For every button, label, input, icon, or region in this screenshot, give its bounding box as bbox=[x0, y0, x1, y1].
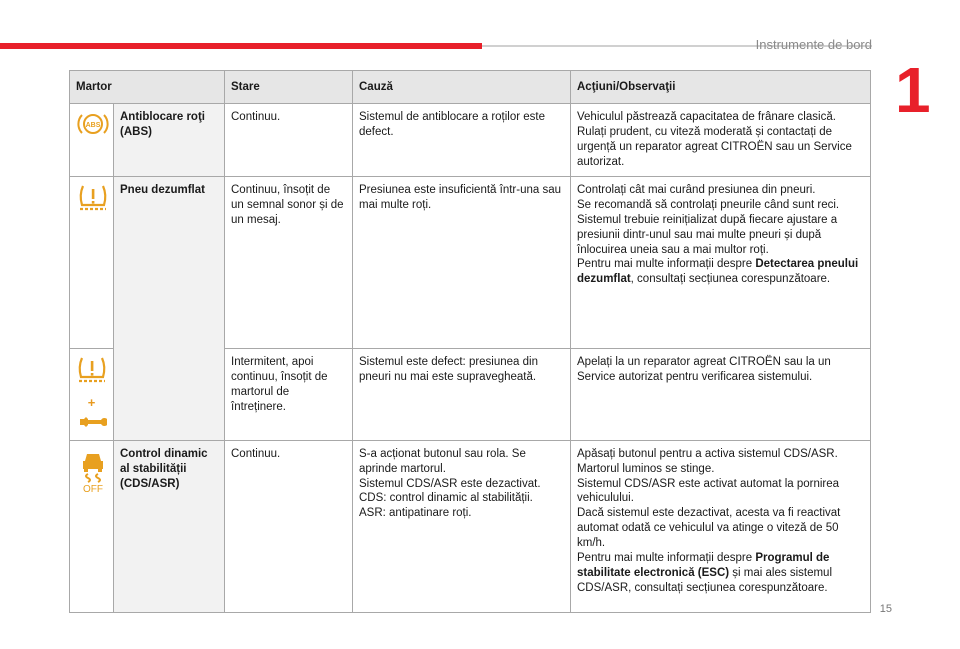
header-stare: Stare bbox=[225, 71, 353, 104]
table-row bbox=[70, 176, 871, 348]
table-header-row bbox=[70, 71, 871, 104]
header-red-bar bbox=[0, 43, 482, 49]
stare-cell: Continuu. bbox=[225, 104, 353, 177]
svg-text:OFF: OFF bbox=[83, 483, 103, 493]
section-title: Instrumente de bord bbox=[755, 37, 872, 52]
actiuni-bold-text: Programul de stabilitate electronică (ESC) bbox=[577, 552, 830, 580]
actiuni-text: și mai ales sistemul CDS/ASR, consultați secțiunea corespunzătoare. bbox=[577, 567, 832, 595]
warning-name: Antiblocare roţi (ABS) bbox=[114, 104, 225, 177]
table-row bbox=[70, 104, 871, 177]
icon-cell bbox=[70, 176, 114, 348]
actiuni-text: , consultați secțiunea corespunzătoare. bbox=[630, 273, 831, 286]
cauza-cell: S-a acționat butonul sau rola. Se aprinde martorul. Sistemul CDS/ASR este dezactivat. CDS: control dinamic al stabilității. ASR: antipatinare roți. bbox=[353, 440, 571, 612]
tyre-pressure-warning-icon bbox=[76, 183, 110, 218]
warning-name: Pneu dezumflat bbox=[114, 176, 225, 440]
header-cauza: Cauză bbox=[353, 71, 571, 104]
actiuni-cell bbox=[571, 176, 871, 348]
abs-warning-icon bbox=[76, 110, 110, 143]
chapter-number: 1 bbox=[895, 54, 931, 126]
cauza-cell: Presiunea este insuficientă într-una sau mai multe roți. bbox=[353, 176, 571, 348]
cauza-cell: Sistemul de antiblocare a roților este defect. bbox=[353, 104, 571, 177]
stability-control-off-icon bbox=[76, 447, 110, 498]
actiuni-cell bbox=[571, 440, 871, 612]
warning-lights-table bbox=[69, 70, 871, 613]
table-row bbox=[70, 440, 871, 612]
icon-cell bbox=[70, 104, 114, 177]
header-actiuni: Acţiuni/Observaţii bbox=[571, 71, 871, 104]
stare-cell: Continuu, însoțit de un semnal sonor și de un mesaj. bbox=[225, 176, 353, 348]
tyre-pressure-warning-icon bbox=[75, 355, 109, 390]
icon-cell bbox=[70, 440, 114, 612]
stare-cell: Intermitent, apoi continuu, însoțit de martorul de întreținere. bbox=[225, 348, 353, 440]
icon-cell bbox=[70, 348, 114, 440]
cauza-cell: Sistemul este defect: presiunea din pneuri nu mai este supravegheată. bbox=[353, 348, 571, 440]
page-number: 15 bbox=[879, 603, 892, 615]
plus-sign: + bbox=[87, 394, 96, 410]
wrench-icon bbox=[77, 415, 107, 434]
svg-text:ABS: ABS bbox=[85, 122, 101, 129]
actiuni-text: Controlați cât mai curând presiunea din pneuri. Se recomandă să controlați pneurile când sunt reci. Sistemul trebuie reinițializat după fiecare ajustare a presiunii dintr-unul sau mai multe pneuri și după înlocuirea uneia sau a mai multor roți. Pentru mai multe informații despre bbox=[577, 183, 840, 271]
warning-name: Control dinamic al stabilității (CDS/ASR) bbox=[114, 440, 225, 612]
stare-cell: Continuu. bbox=[225, 440, 353, 612]
actiuni-cell: Apelați la un reparator agreat CITROËN sau la un Service autorizat pentru verificarea sistemului. bbox=[571, 348, 871, 440]
actiuni-bold-text: Detectarea pneului dezumflat bbox=[577, 258, 859, 286]
actiuni-cell: Vehiculul păstrează capacitatea de frânare clasică. Rulați prudent, cu viteză moderată și contactați de urgență un reparator agreat CITROËN sau un Service autorizat. bbox=[571, 104, 871, 177]
header-martor: Martor bbox=[70, 71, 225, 104]
actiuni-text: Apăsați butonul pentru a activa sistemul CDS/ASR. Martorul luminos se stinge. Sistemul CDS/ASR este activat automat la pornirea vehiculului. Dacă sistemul este dezactivat, acesta va fi reactivat automat odată ce vehiculul va atinge o viteză de 50 km/h. Pentru mai multe informații despre bbox=[577, 447, 841, 565]
